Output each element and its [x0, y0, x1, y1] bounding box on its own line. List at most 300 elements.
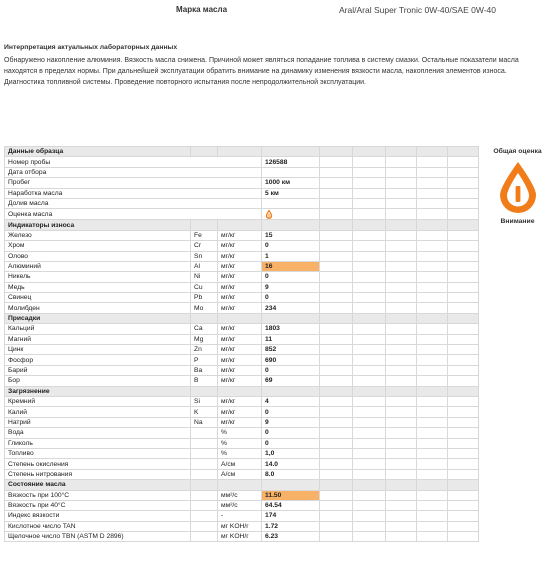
empty-cell — [386, 261, 417, 271]
empty-cell — [448, 209, 479, 220]
empty-cell — [353, 532, 386, 542]
empty-cell — [353, 282, 386, 292]
row-label: Молибден — [5, 303, 191, 313]
table-row — [5, 396, 479, 406]
empty-cell — [417, 157, 448, 167]
empty-cell — [448, 417, 479, 427]
empty-cell — [353, 469, 386, 479]
empty-cell — [353, 480, 386, 490]
empty-cell — [386, 282, 417, 292]
interpretation-text: Обнаружено накопление алюминия. Вязкость масла снижена. Причиной может являться попадание топлива в систему смазки. Остальные показатели масла находятся в пределах нормы. При дальнейшей эксплуатации обратить внимание на динамику изменения вязкости масла, накопления элементов износа. Диагностика топливной системы. Проведение повторного испытания после непродолжительной эксплуатации. — [4, 57, 519, 86]
empty-cell — [353, 386, 386, 396]
empty-cell — [353, 500, 386, 510]
empty-cell — [448, 251, 479, 261]
empty-cell — [448, 345, 479, 355]
empty-cell — [320, 178, 353, 188]
empty-cell — [448, 376, 479, 386]
empty-cell — [320, 220, 353, 230]
empty-cell — [320, 313, 353, 323]
empty-cell — [386, 511, 417, 521]
empty-cell — [353, 511, 386, 521]
overall-rating-title: Общая оценка — [493, 148, 542, 155]
row-label: Медь — [5, 282, 191, 292]
empty-cell — [417, 293, 448, 303]
empty-cell — [386, 198, 417, 208]
row-label: Кремний — [5, 396, 191, 406]
empty-cell — [386, 500, 417, 510]
empty-cell — [386, 448, 417, 458]
empty-cell — [448, 147, 479, 157]
empty-cell — [353, 459, 386, 469]
table-row — [5, 303, 479, 313]
empty-cell — [386, 417, 417, 427]
empty-cell — [353, 188, 386, 198]
table-row — [5, 282, 479, 292]
section-title: Данные образца — [5, 147, 191, 157]
empty-cell — [218, 147, 262, 157]
row-unit: мг/кг — [218, 345, 262, 355]
empty-cell — [386, 293, 417, 303]
table-row — [5, 198, 479, 208]
table-row — [5, 334, 479, 344]
empty-cell — [353, 230, 386, 240]
empty-cell — [320, 428, 353, 438]
empty-cell — [417, 188, 448, 198]
empty-cell — [386, 167, 417, 177]
empty-cell — [386, 251, 417, 261]
empty-cell — [353, 147, 386, 157]
row-label: Долив масла — [5, 198, 262, 208]
empty-cell — [353, 198, 386, 208]
empty-cell — [417, 303, 448, 313]
empty-cell — [386, 230, 417, 240]
empty-cell — [320, 376, 353, 386]
table-row — [5, 188, 479, 198]
empty-cell — [417, 324, 448, 334]
empty-cell — [386, 157, 417, 167]
row-symbol: Si — [191, 396, 218, 406]
row-symbol — [191, 490, 218, 500]
row-label: Топливо — [5, 448, 191, 458]
table-row — [5, 459, 479, 469]
row-label: Степень окисления — [5, 459, 191, 469]
row-symbol: B — [191, 376, 218, 386]
row-symbol — [191, 500, 218, 510]
row-symbol — [191, 469, 218, 479]
row-value: 690 — [262, 355, 320, 365]
section-title: Индикаторы износа — [5, 220, 191, 230]
empty-cell — [448, 407, 479, 417]
table-row — [5, 532, 479, 542]
empty-cell — [320, 261, 353, 271]
empty-cell — [320, 230, 353, 240]
table-row — [5, 293, 479, 303]
empty-cell — [262, 147, 320, 157]
empty-cell — [448, 241, 479, 251]
empty-cell — [320, 532, 353, 542]
row-label: Алюминий — [5, 261, 191, 271]
empty-cell — [320, 386, 353, 396]
row-unit: мг/кг — [218, 261, 262, 271]
row-value: 1 — [262, 251, 320, 261]
row-label: Пробег — [5, 178, 262, 188]
empty-cell — [191, 220, 218, 230]
row-label: Никель — [5, 272, 191, 282]
empty-cell — [417, 167, 448, 177]
empty-cell — [386, 376, 417, 386]
empty-cell — [353, 365, 386, 375]
row-value: 0 — [262, 428, 320, 438]
row-value: 8.0 — [262, 469, 320, 479]
row-unit: мг/кг — [218, 303, 262, 313]
empty-cell — [386, 438, 417, 448]
analysis-table — [4, 146, 479, 542]
row-value: 0 — [262, 407, 320, 417]
table-row — [5, 167, 479, 177]
row-symbol: Zn — [191, 345, 218, 355]
empty-cell — [320, 251, 353, 261]
empty-cell — [320, 272, 353, 282]
interpretation-title: Интерпретация актуальных лабораторных данных — [4, 44, 178, 51]
empty-cell — [417, 261, 448, 271]
empty-cell — [353, 417, 386, 427]
row-label: Железо — [5, 230, 191, 240]
empty-cell — [191, 386, 218, 396]
empty-cell — [320, 345, 353, 355]
row-label: Бор — [5, 376, 191, 386]
empty-cell — [386, 532, 417, 542]
table-row — [5, 272, 479, 282]
section-header-sample — [5, 147, 479, 157]
row-label: Вязкость при 40°С — [5, 500, 191, 510]
empty-cell — [386, 396, 417, 406]
empty-cell — [386, 241, 417, 251]
empty-cell — [320, 147, 353, 157]
empty-cell — [218, 313, 262, 323]
row-value: 0 — [262, 293, 320, 303]
empty-cell — [417, 198, 448, 208]
empty-cell — [320, 511, 353, 521]
empty-cell — [448, 500, 479, 510]
row-symbol: Fe — [191, 230, 218, 240]
empty-cell — [448, 396, 479, 406]
table-row — [5, 521, 479, 531]
row-symbol — [191, 521, 218, 531]
table-row — [5, 251, 479, 261]
empty-cell — [320, 365, 353, 375]
row-symbol — [191, 438, 218, 448]
empty-cell — [448, 532, 479, 542]
table-row — [5, 469, 479, 479]
table-row — [5, 428, 479, 438]
empty-cell — [320, 500, 353, 510]
empty-cell — [353, 303, 386, 313]
empty-cell — [353, 167, 386, 177]
empty-cell — [448, 178, 479, 188]
row-value: 64.54 — [262, 500, 320, 510]
empty-cell — [386, 480, 417, 490]
empty-cell — [417, 521, 448, 531]
empty-cell — [386, 303, 417, 313]
section-header-additives — [5, 313, 479, 323]
section-header-wear — [5, 220, 479, 230]
empty-cell — [320, 469, 353, 479]
empty-cell — [448, 480, 479, 490]
empty-cell — [386, 188, 417, 198]
row-symbol: K — [191, 407, 218, 417]
empty-cell — [448, 303, 479, 313]
empty-cell — [448, 324, 479, 334]
table-row — [5, 157, 479, 167]
empty-cell — [386, 147, 417, 157]
empty-cell — [320, 459, 353, 469]
row-unit: мг/кг — [218, 407, 262, 417]
empty-cell — [386, 490, 417, 500]
row-label: Хром — [5, 241, 191, 251]
row-unit: мг/кг — [218, 396, 262, 406]
interpretation-section — [4, 44, 544, 88]
row-unit: мг/кг — [218, 282, 262, 292]
empty-cell — [191, 480, 218, 490]
row-symbol: Ca — [191, 324, 218, 334]
empty-cell — [262, 313, 320, 323]
empty-cell — [448, 220, 479, 230]
row-symbol: P — [191, 355, 218, 365]
row-label: Олово — [5, 251, 191, 261]
empty-cell — [417, 345, 448, 355]
empty-cell — [448, 459, 479, 469]
empty-cell — [417, 511, 448, 521]
row-label: Магний — [5, 334, 191, 344]
row-symbol: Mg — [191, 334, 218, 344]
empty-cell — [320, 209, 353, 220]
empty-cell — [320, 417, 353, 427]
empty-cell — [386, 324, 417, 334]
empty-cell — [218, 220, 262, 230]
empty-cell — [417, 480, 448, 490]
row-symbol: Pb — [191, 293, 218, 303]
empty-cell — [417, 376, 448, 386]
row-label: Кальций — [5, 324, 191, 334]
empty-cell — [448, 188, 479, 198]
row-unit: % — [218, 438, 262, 448]
row-unit: % — [218, 448, 262, 458]
empty-cell — [320, 480, 353, 490]
row-value: 0 — [262, 365, 320, 375]
empty-cell — [417, 428, 448, 438]
empty-cell — [417, 490, 448, 500]
empty-cell — [386, 469, 417, 479]
empty-cell — [386, 386, 417, 396]
row-symbol: Na — [191, 417, 218, 427]
row-value — [262, 198, 320, 208]
empty-cell — [320, 396, 353, 406]
row-unit: мг/кг — [218, 324, 262, 334]
row-value: 11 — [262, 334, 320, 344]
row-value: 11.50 — [262, 490, 320, 500]
table-row — [5, 241, 479, 251]
table-row — [5, 324, 479, 334]
table-row — [5, 376, 479, 386]
empty-cell — [448, 167, 479, 177]
empty-cell — [320, 293, 353, 303]
empty-cell — [448, 365, 479, 375]
empty-cell — [417, 241, 448, 251]
row-unit: мм²/с — [218, 500, 262, 510]
empty-cell — [417, 469, 448, 479]
row-value: 5 км — [262, 188, 320, 198]
row-label: Оценка масла — [5, 209, 262, 220]
empty-cell — [353, 324, 386, 334]
empty-cell — [320, 324, 353, 334]
table-row — [5, 345, 479, 355]
empty-cell — [448, 511, 479, 521]
table-row — [5, 355, 479, 365]
empty-cell — [448, 230, 479, 240]
empty-cell — [353, 313, 386, 323]
empty-cell — [320, 334, 353, 344]
row-symbol — [191, 428, 218, 438]
row-label: Барий — [5, 365, 191, 375]
row-value — [262, 209, 320, 220]
row-unit: мг/кг — [218, 241, 262, 251]
row-unit: мг/кг — [218, 355, 262, 365]
table-row — [5, 500, 479, 510]
row-symbol: Al — [191, 261, 218, 271]
table-row — [5, 490, 479, 500]
section-title: Загрязнение — [5, 386, 191, 396]
row-label: Фосфор — [5, 355, 191, 365]
row-label: Кислотное число TAN — [5, 521, 191, 531]
row-value: 1000 км — [262, 178, 320, 188]
empty-cell — [386, 209, 417, 220]
empty-cell — [417, 178, 448, 188]
empty-cell — [417, 147, 448, 157]
empty-cell — [320, 167, 353, 177]
row-unit: % — [218, 428, 262, 438]
empty-cell — [448, 438, 479, 448]
row-symbol: Cu — [191, 282, 218, 292]
empty-cell — [448, 293, 479, 303]
empty-cell — [353, 428, 386, 438]
empty-cell — [320, 188, 353, 198]
table-row — [5, 261, 479, 271]
row-value: 1,0 — [262, 448, 320, 458]
empty-cell — [448, 386, 479, 396]
empty-cell — [386, 313, 417, 323]
row-symbol — [191, 459, 218, 469]
empty-cell — [417, 334, 448, 344]
empty-cell — [320, 521, 353, 531]
row-unit: мг/кг — [218, 334, 262, 344]
row-value: 9 — [262, 417, 320, 427]
row-unit: мг/кг — [218, 365, 262, 375]
oil-brand-label: Марка масла — [176, 5, 228, 14]
row-unit: мг/кг — [218, 376, 262, 386]
empty-cell — [448, 198, 479, 208]
row-label: Степень нитрования — [5, 469, 191, 479]
row-value: 1.72 — [262, 521, 320, 531]
empty-cell — [353, 448, 386, 458]
row-symbol: Cr — [191, 241, 218, 251]
empty-cell — [417, 438, 448, 448]
empty-cell — [353, 293, 386, 303]
empty-cell — [386, 345, 417, 355]
row-label: Дата отбора — [5, 167, 262, 177]
warning-drop-icon — [265, 209, 273, 219]
empty-cell — [353, 438, 386, 448]
table-row — [5, 448, 479, 458]
empty-cell — [353, 220, 386, 230]
row-symbol — [191, 448, 218, 458]
oil-brand-value: Aral/Aral Super Tronic 0W-40/SAE 0W-40 — [339, 5, 497, 15]
row-label: Вязкость при 100°С — [5, 490, 191, 500]
empty-cell — [417, 532, 448, 542]
section-header-condition — [5, 480, 479, 490]
row-value: 6.23 — [262, 532, 320, 542]
section-title: Состояние масла — [5, 480, 191, 490]
row-value: 852 — [262, 345, 320, 355]
empty-cell — [448, 261, 479, 271]
empty-cell — [386, 407, 417, 417]
row-unit: мг/кг — [218, 251, 262, 261]
empty-cell — [417, 459, 448, 469]
row-symbol: Mo — [191, 303, 218, 313]
empty-cell — [320, 448, 353, 458]
analysis-table-body — [5, 147, 479, 542]
overall-rating-status: Внимание — [500, 218, 535, 225]
empty-cell — [417, 365, 448, 375]
row-unit: мг KOH/г — [218, 521, 262, 531]
row-label: Индекс вязкости — [5, 511, 191, 521]
empty-cell — [320, 355, 353, 365]
empty-cell — [417, 386, 448, 396]
row-value: 234 — [262, 303, 320, 313]
empty-cell — [448, 313, 479, 323]
table-row — [5, 407, 479, 417]
row-unit: мг/кг — [218, 293, 262, 303]
empty-cell — [320, 303, 353, 313]
row-label: Калий — [5, 407, 191, 417]
row-unit: A/см — [218, 459, 262, 469]
row-value: 14.0 — [262, 459, 320, 469]
table-row — [5, 209, 479, 220]
empty-cell — [386, 428, 417, 438]
oil-brand-row — [0, 0, 549, 20]
section-title: Присадки — [5, 313, 191, 323]
row-value: 0 — [262, 241, 320, 251]
empty-cell — [386, 178, 417, 188]
empty-cell — [320, 490, 353, 500]
empty-cell — [353, 334, 386, 344]
row-value: 0 — [262, 272, 320, 282]
row-unit: A/см — [218, 469, 262, 479]
empty-cell — [417, 209, 448, 220]
empty-cell — [218, 480, 262, 490]
empty-cell — [417, 407, 448, 417]
empty-cell — [386, 459, 417, 469]
row-symbol: Sn — [191, 251, 218, 261]
empty-cell — [353, 272, 386, 282]
row-value: 16 — [262, 261, 320, 271]
empty-cell — [353, 376, 386, 386]
empty-cell — [320, 157, 353, 167]
row-value: 1803 — [262, 324, 320, 334]
empty-cell — [448, 282, 479, 292]
row-label: Цинк — [5, 345, 191, 355]
table-row — [5, 178, 479, 188]
table-row — [5, 417, 479, 427]
